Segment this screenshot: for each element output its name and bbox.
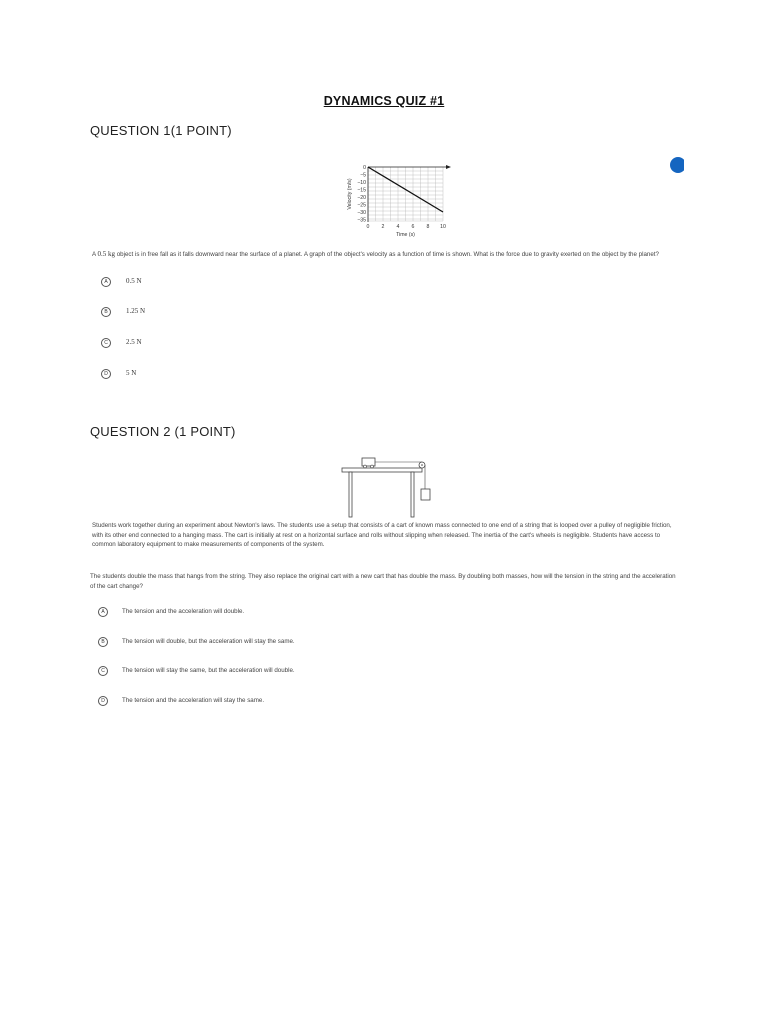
document-title: DYNAMICS QUIZ #1 [323, 94, 445, 108]
question-2-stem: The students double the mass that hangs from the string. They also replace the original cart with a new cart that has double the mass. By doubling both masses, how will the tension in the string and the acceleration of the cart change? [90, 573, 676, 590]
y-tick-label: −35 [357, 217, 366, 224]
choice-b-text: 1.25 N [126, 307, 146, 315]
graph-grid [368, 167, 443, 221]
y-tick-label: −25 [357, 202, 366, 209]
y-tick-label: −5 [360, 172, 366, 179]
table-leg-right [411, 472, 414, 517]
cart-pulley-diagram [336, 453, 436, 519]
choice-a-bubble[interactable]: A [98, 607, 108, 617]
x-tick-label: 2 [381, 224, 385, 230]
x-tick-label: 4 [396, 224, 400, 230]
choice-a-bubble[interactable]: A [101, 277, 111, 287]
x-tick-label: 0 [366, 224, 370, 230]
choice-a-text: The tension and the acceleration will double. [122, 608, 245, 615]
y-tick-label: −30 [357, 210, 366, 216]
hanging-mass [421, 489, 430, 500]
table-leg-left [349, 472, 352, 517]
cart-wheel [364, 465, 367, 468]
choice-d-bubble[interactable]: D [98, 696, 108, 706]
y-tick-label: 0 [363, 165, 366, 171]
choice-b-bubble[interactable]: B [101, 307, 111, 317]
choice-d-text: 5 N [126, 369, 137, 377]
question-2-heading: QUESTION 2 (1 POINT) [90, 424, 236, 439]
choice-c-bubble[interactable]: C [101, 338, 111, 348]
choice-b-bubble[interactable]: B [98, 637, 108, 647]
choice-b-text: The tension will double, but the acceleration will stay the same. [122, 638, 295, 645]
choice-c-text: The tension will stay the same, but the acceleration will double. [122, 667, 295, 674]
stem-mass: 0.5 kg [97, 250, 116, 258]
question-1-heading: QUESTION 1(1 POINT) [90, 123, 232, 138]
y-axis-label: Velocity (m/s) [347, 178, 353, 210]
x-tick-label: 8 [426, 224, 430, 230]
cart-body [362, 458, 375, 466]
choice-d-bubble[interactable]: D [101, 369, 111, 379]
cart-wheel [371, 465, 374, 468]
x-tick-label: 6 [411, 224, 415, 230]
y-tick-label: −20 [357, 195, 366, 201]
stem-text-end: object is in free fall as it falls downward near the surface of a planet. A graph of the object's velocity as a function of time is shown. What is the force due to gravity exerted on the object by the planet? [115, 251, 659, 258]
question-1-stem [92, 250, 692, 259]
x-tick-label: 10 [440, 224, 446, 230]
choice-a-text: 0.5 N [126, 277, 142, 285]
y-tick-label: −10 [357, 180, 366, 186]
table-top [342, 468, 422, 472]
y-tick-label: −15 [357, 187, 366, 194]
choice-c-text: 2.5 N [126, 338, 142, 346]
x-axis-label: Time (s) [396, 232, 415, 238]
pulley-axle [421, 464, 423, 466]
blue-circle-marker [670, 157, 684, 173]
stem-text-start: A [92, 251, 98, 258]
velocity-time-graph [338, 160, 458, 242]
choice-d-text: The tension and the acceleration will stay the same. [122, 697, 265, 704]
question-2-passage: Students work together during an experiment about Newton's laws. The students use a setup that consists of a cart of known mass connected to one end of a string that is looped over a pulley of negligible friction, with its other end connected to a hanging mass. The cart is initially at rest on a horizontal surface and rolls without slipping when released. The inertia of the cart's wheels is negligible. Students have access to common laboratory equipment to make measurements of components of the system. [92, 522, 672, 548]
graph-axes [368, 165, 451, 222]
choice-c-bubble[interactable]: C [98, 666, 108, 676]
